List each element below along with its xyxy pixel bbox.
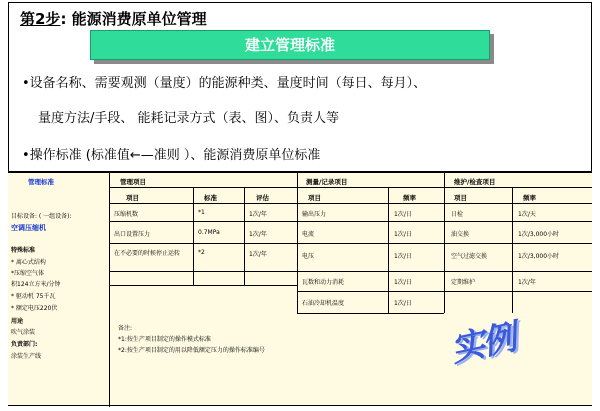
measure-item: 瓦数和动力消耗 bbox=[302, 279, 345, 286]
measure-freq: 1次/日 bbox=[394, 279, 412, 286]
maint-freq: 1次/3,000小时 bbox=[518, 253, 560, 260]
note-1: *1:按生产项目制定的操作模式标准 bbox=[118, 336, 211, 343]
manage-item: 在不必要的时候停止运转 bbox=[114, 250, 181, 257]
col-maint-freq: 频率 bbox=[523, 194, 536, 202]
spec-item: * 驱动机 75千瓦 bbox=[11, 293, 56, 300]
step-prefix: 第2步 bbox=[20, 10, 61, 28]
spec-title: 特殊标准 bbox=[11, 247, 36, 254]
table-vline bbox=[512, 187, 513, 313]
maint-item: 油交换 bbox=[451, 231, 470, 238]
step-title-rest: : 能源消费原单位管理 bbox=[60, 10, 207, 28]
table-vline bbox=[109, 173, 110, 407]
col-measure-item: 项目 bbox=[308, 194, 321, 202]
table-hline bbox=[109, 203, 592, 204]
measure-freq: 1次/日 bbox=[394, 253, 412, 260]
table-vline bbox=[388, 187, 389, 313]
table-hline bbox=[297, 313, 444, 314]
maint-freq: 1次/3,000小时 bbox=[518, 231, 560, 238]
dept-value: 涂装生产线 bbox=[11, 353, 42, 360]
table-hline bbox=[109, 243, 592, 244]
bullet-equipment-line2: 量度方法/手段、 能耗记录方式（表、图）、负责人等 bbox=[38, 111, 340, 126]
col-manage-item: 项目 bbox=[126, 194, 139, 202]
maint-item: 定期维护 bbox=[451, 279, 476, 286]
management-standard-table bbox=[8, 171, 592, 405]
manage-eval: 1次/年 bbox=[249, 251, 267, 258]
col-standard: 标准 bbox=[204, 194, 217, 202]
measure-item: 电流 bbox=[302, 231, 315, 238]
header-measure-items: 测量/记录项目 bbox=[306, 178, 348, 186]
maint-item: 日检 bbox=[451, 211, 464, 218]
measure-item: 石油冷却机温度 bbox=[302, 300, 345, 307]
maint-freq: 1次/天 bbox=[518, 211, 536, 218]
target-device-name: 空调压缩机 bbox=[11, 224, 46, 232]
banner-establish-standard: 建立管理标准 bbox=[90, 30, 490, 60]
spec-item: 积124立方米/分钟 bbox=[11, 281, 61, 288]
manage-std: *2 bbox=[198, 249, 205, 256]
manage-eval: 1次/年 bbox=[249, 231, 267, 238]
usage-value: 吹气涂装 bbox=[11, 329, 36, 336]
table-hline bbox=[109, 271, 592, 272]
spec-item: *压缩空气体 bbox=[11, 270, 45, 277]
spec-item: * 离心式结构 bbox=[11, 259, 46, 266]
header-maint-items: 维护/检查项目 bbox=[454, 178, 496, 186]
target-device-label: 目标设备: ( 一组设备): bbox=[11, 213, 72, 220]
maint-item: 空气过滤交换 bbox=[451, 253, 488, 260]
measure-item: 电压 bbox=[302, 253, 315, 260]
note-title: 备注: bbox=[118, 325, 133, 332]
header-management-standard: 管理标准 bbox=[28, 178, 54, 186]
spec-item: * 额定电压220伏 bbox=[11, 305, 58, 312]
measure-freq: 1次/日 bbox=[394, 300, 412, 307]
note-2: *2:按生产项目制定的用以降低额定压力的操作标准编号 bbox=[118, 347, 265, 354]
table-hline bbox=[109, 285, 297, 286]
table-hline bbox=[109, 187, 592, 188]
table-hline bbox=[109, 221, 592, 222]
example-stamp: 实例 bbox=[447, 317, 519, 371]
manage-item: 出口设置压力 bbox=[114, 231, 151, 238]
measure-item: 输出压力 bbox=[302, 211, 327, 218]
col-maint-item: 项目 bbox=[454, 194, 467, 202]
table-hline bbox=[297, 291, 592, 292]
dept-label: 负责部门: bbox=[11, 341, 38, 348]
header-manage-items: 管理项目 bbox=[120, 178, 146, 186]
col-measure-freq: 频率 bbox=[403, 194, 416, 202]
step-title bbox=[20, 8, 207, 29]
measure-freq: 1次/日 bbox=[394, 211, 412, 218]
maint-freq: 1次/年 bbox=[518, 279, 536, 286]
manage-eval: 1次/年 bbox=[249, 211, 267, 218]
col-evaluation: 评估 bbox=[256, 194, 269, 202]
manage-std: 0.7MPa bbox=[198, 229, 220, 236]
measure-freq: 1次/日 bbox=[394, 231, 412, 238]
manage-std: *1 bbox=[198, 209, 205, 216]
manage-item: 压缩机数 bbox=[114, 211, 139, 218]
usage-label: 用途 bbox=[11, 318, 24, 325]
bullet-equipment-line1: •设备名称、需要观测（量度）的能源种类、量度时间（每日、每月）、 bbox=[22, 76, 427, 91]
bullet-operation-standard: •操作标准 (标准值←—准则 ）、能源消费原单位标准 bbox=[22, 148, 321, 163]
